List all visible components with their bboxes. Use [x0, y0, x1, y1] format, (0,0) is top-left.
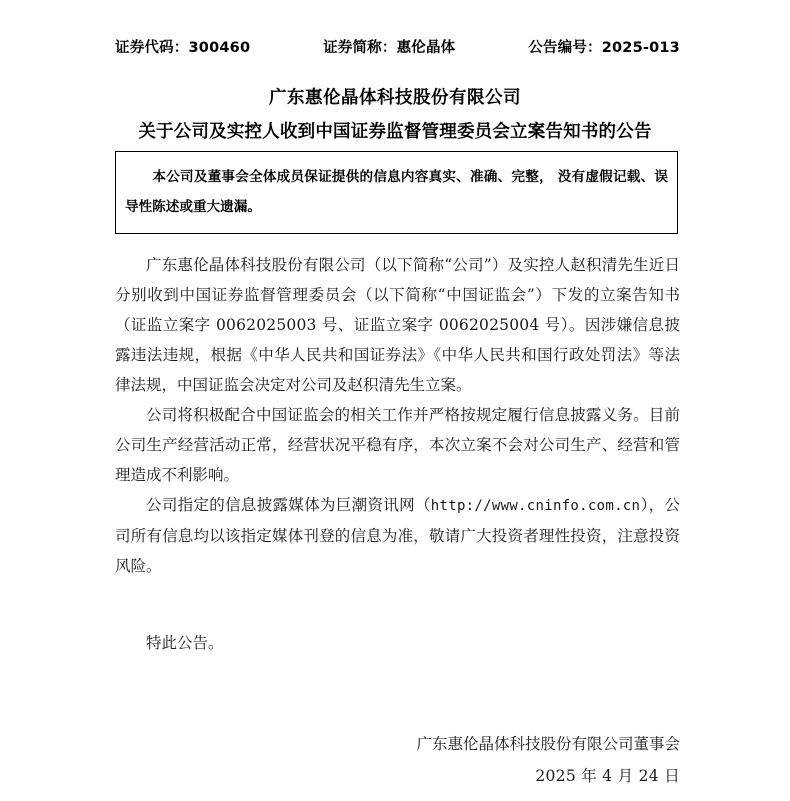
body-paragraph-2: 公司将积极配合中国证监会的相关工作并严格按规定履行信息披露义务。目前公司生产经营活动正常，经营状况平稳有序，本次立案不会对公司生产、经营和管理造成不利影响。: [115, 406, 680, 484]
closing-note: 特此公告。: [146, 634, 224, 652]
paragraph-1-segment-c: 号）。因涉嫌信息披露违法违规，根据《中华人民共和国证券法》《中华人民共和国行政处罚法》等法律法规，中国证监会决定对公司及赵积清先生立案。: [115, 316, 680, 394]
disclaimer-text: 本公司及董事会全体成员保证提供的信息内容真实、准确、完整， 没有虚假记载、误导性陈述或重大遗漏。: [125, 169, 668, 215]
company-name-title: 广东惠伦晶体科技股份有限公司: [269, 88, 521, 108]
announcement-number: 公告编号：2025-013: [528, 40, 680, 56]
stock-abbreviation: 证券简称：惠伦晶体: [323, 40, 456, 56]
signature-block: [115, 728, 680, 792]
signer-name: 广东惠伦晶体科技股份有限公司董事会: [416, 735, 680, 753]
disclosure-website-url[interactable]: http://www.cninfo.com.cn: [430, 498, 641, 514]
document-header: [115, 36, 680, 57]
page-title: [0, 84, 790, 146]
case-number-2: 0062025004: [438, 316, 540, 334]
paragraph-1-segment-b: 号、证监立案字: [316, 316, 439, 334]
signature-date: 2025 年 4 月 24 日: [535, 767, 680, 785]
paragraph-1-segment-a: 广东惠伦晶体科技股份有限公司（以下简称“公司”）及实控人赵积清先生近日分别收到中国证券监督管理委员会（以下简称“中国证监会”）下发的立案告知书（证监立案字: [115, 256, 680, 334]
paragraph-3-segment-a: 公司指定的信息披露媒体为巨潮资讯网（: [146, 496, 431, 514]
paragraph-3-segment-b: ），公司所有信息均以该指定媒体刊登的信息为准，敬请广大投资者理性投资，注意投资风险。: [115, 496, 680, 575]
announcement-subject-title: 关于公司及实控人收到中国证券监督管理委员会立案告知书的公告: [138, 122, 652, 142]
stock-code: 证券代码：300460: [115, 40, 251, 56]
body-paragraph-3: [115, 490, 680, 581]
body-paragraph-1: [115, 250, 680, 400]
announcement-body: [115, 250, 680, 581]
disclaimer-box: [115, 151, 678, 234]
case-number-1: 0062025003: [215, 316, 317, 334]
